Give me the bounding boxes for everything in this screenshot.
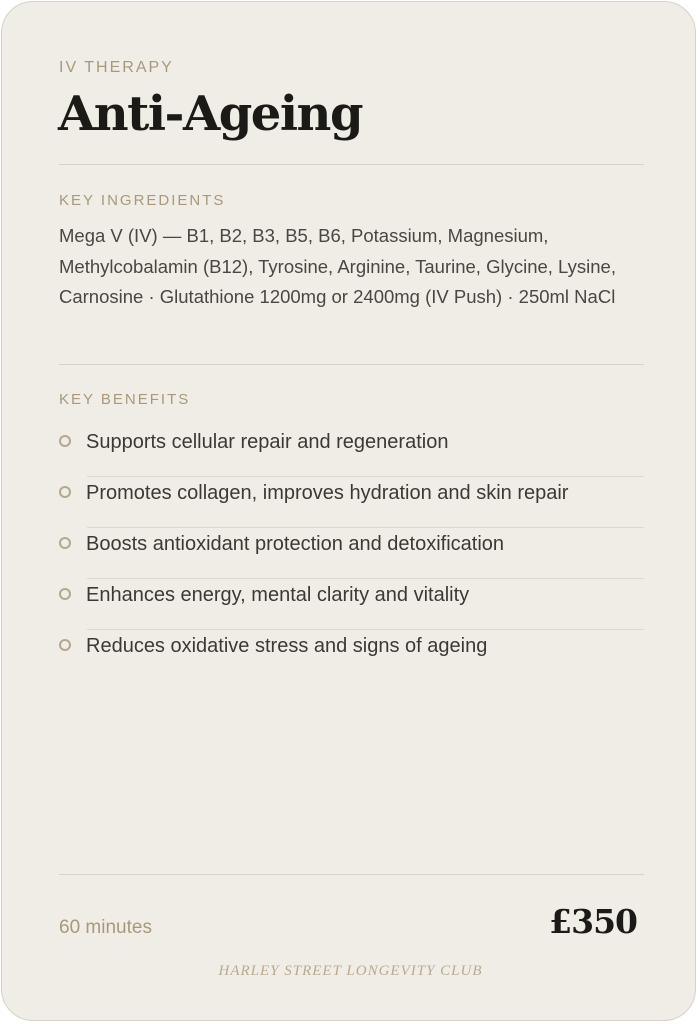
brand-footer: HARLEY STREET LONGEVITY CLUB [218, 963, 483, 979]
bullet-icon [59, 588, 71, 600]
bullet-icon [59, 435, 71, 447]
category-label: IV THERAPY [59, 59, 174, 76]
benefit-text: Boosts antioxidant protection and detoxification [86, 533, 505, 555]
ingredients-text: Mega V (IV) — B1, B2, B3, B5, B6, Potassium, Magnesium, Methylcobalamin (B12), Tyrosine, Arginine, Taurine, Glycine, Lysine, Carnosine · Glutathione 1200mg or 2400mg (IV Push) · 250ml NaCl [59, 225, 616, 307]
benefit-item [59, 630, 644, 681]
bullet-icon [59, 639, 71, 651]
benefit-text: Promotes collagen, improves hydration and skin repair [86, 482, 569, 504]
treatment-card [1, 1, 696, 1021]
benefits-list [59, 426, 644, 681]
divider [59, 364, 644, 365]
benefit-item [59, 426, 644, 477]
benefit-text: Enhances energy, mental clarity and vitality [86, 584, 470, 606]
benefit-text: Reduces oxidative stress and signs of ageing [86, 635, 488, 657]
benefit-text: Supports cellular repair and regeneration [86, 431, 449, 453]
divider [59, 164, 644, 165]
price-label: £350 [549, 902, 637, 941]
ingredients-heading: KEY INGREDIENTS [59, 192, 226, 209]
treatment-title: Anti-Ageing [58, 86, 363, 142]
bullet-icon [59, 486, 71, 498]
bullet-icon [59, 537, 71, 549]
benefit-item [59, 579, 644, 630]
benefits-heading: KEY BENEFITS [59, 391, 191, 408]
benefit-item [59, 528, 644, 579]
duration-label: 60 minutes [59, 917, 152, 938]
divider [59, 874, 644, 875]
benefit-item [59, 477, 644, 528]
